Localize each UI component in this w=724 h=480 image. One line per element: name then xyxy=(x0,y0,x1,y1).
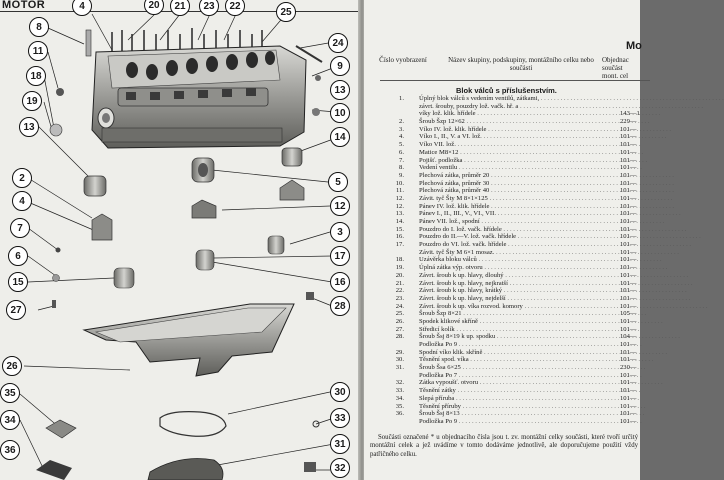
part-number: 101— xyxy=(620,356,637,364)
part-name: Pouzdro do II.—V. lož. vačk. hřídele . . . xyxy=(419,233,619,241)
callout: 4 xyxy=(12,191,32,211)
section-title: Blok válců s příslušenstvím. xyxy=(456,86,557,95)
part-name: Závrt. šroub k up. hlavy, krátký . . . xyxy=(419,287,619,295)
row-number: 33. xyxy=(395,387,404,395)
callout: 14 xyxy=(330,127,350,147)
table-row xyxy=(372,264,642,272)
part-name: Středicí kolík . . . xyxy=(419,326,619,334)
row-number: 3. xyxy=(399,125,404,133)
callout: 11 xyxy=(28,41,48,61)
part-name: závrt. šrouby, pouzdry lož. vačk. hř. a . . . xyxy=(419,103,619,111)
callout: 32 xyxy=(330,458,350,478)
table-row xyxy=(372,203,642,211)
part-name: Matice M8×12 . . . xyxy=(419,149,619,157)
part-number: 105— xyxy=(620,310,637,318)
row-number: 25. xyxy=(395,310,404,318)
table-row xyxy=(372,226,642,234)
table-row xyxy=(372,172,642,180)
right-page xyxy=(364,0,640,480)
table-row xyxy=(372,241,642,249)
part-name: Uzávěrka bloku válců . . . xyxy=(419,256,619,264)
table-row xyxy=(372,272,642,280)
part-name: Závrt. šroub k up. hlavy, dlouhý . . . xyxy=(419,272,619,280)
part-name: Šroub Šsa 6×25 . . . xyxy=(419,364,619,372)
callout: 7 xyxy=(10,218,30,238)
row-number: 19. xyxy=(395,264,404,272)
table-row xyxy=(372,349,642,357)
row-number: 16. xyxy=(395,233,404,241)
table-row xyxy=(372,218,642,226)
part-name: Vedení ventilu . . . xyxy=(419,164,619,172)
lower-parts xyxy=(36,412,319,480)
part-name: Těsnění spod. víka . . . xyxy=(419,356,619,364)
row-number: 24. xyxy=(395,302,404,310)
part-number: 101— xyxy=(620,171,637,179)
part-name: Podložka Po 9 . . . xyxy=(419,341,619,349)
callout: 36 xyxy=(0,440,20,460)
part-number: 101— xyxy=(620,271,637,279)
part-name: víky lož. klik. hřídele . . . xyxy=(419,110,619,118)
table-row xyxy=(372,180,642,188)
callout: 24 xyxy=(328,33,348,53)
part-number: 101— xyxy=(620,325,637,333)
part-number: 104— xyxy=(620,333,637,341)
part-name: Pouzdro do VI. lož. vačk. hřídele . . . xyxy=(419,241,619,249)
row-number: 10. xyxy=(395,179,404,187)
row-number: 7. xyxy=(399,156,404,164)
part-number: 101— xyxy=(620,194,637,202)
part-number: 101— xyxy=(620,341,637,348)
table-row xyxy=(372,110,642,118)
row-number: 23. xyxy=(395,294,404,302)
table-row xyxy=(372,103,642,111)
callout: 5 xyxy=(328,172,348,192)
table-row xyxy=(372,249,642,257)
part-name: Šroub Šzp 8×21 . . . xyxy=(419,310,619,318)
callout: 27 xyxy=(6,300,26,320)
part-number: 101— xyxy=(620,410,637,418)
part-name: Úplná zátka výp. otvoru . . . xyxy=(419,264,619,272)
row-number: 21. xyxy=(395,279,404,287)
row-number: 12. xyxy=(395,194,404,202)
left-page xyxy=(0,0,360,480)
part-number: 101— xyxy=(620,294,637,302)
part-number: 101— xyxy=(620,302,637,310)
callout: 17 xyxy=(330,246,350,266)
part-name: Šroub Šsj 8×13 . . . xyxy=(419,410,619,418)
table-row xyxy=(372,364,642,372)
row-number: 12. xyxy=(395,202,404,210)
row-number: 9. xyxy=(399,171,404,179)
row-number: 5. xyxy=(399,141,404,149)
part-number: 101— xyxy=(620,256,637,264)
table-row xyxy=(372,287,642,295)
part-name: Spodek klikové skříně . . . xyxy=(419,318,619,326)
row-number: 34. xyxy=(395,394,404,402)
row-number: 17. xyxy=(395,241,404,249)
callout: 28 xyxy=(330,296,350,316)
part-name: Těsnění zátky . . . xyxy=(419,387,619,395)
part-name: Zátka vypoušť. otvoru . . . xyxy=(419,379,619,387)
callout: 15 xyxy=(8,272,28,292)
part-name: Šroub Šzp 12×62 . . . xyxy=(419,118,619,126)
part-name: Pánev I., II., III., V., VI., VII. . . . xyxy=(419,210,619,218)
row-number: 4. xyxy=(399,133,404,141)
row-number: 30. xyxy=(395,356,404,364)
row-number: 28. xyxy=(395,333,404,341)
table-row xyxy=(372,280,642,288)
callout: 23 xyxy=(199,0,219,16)
table-row xyxy=(372,256,642,264)
part-number: 143—1 xyxy=(620,110,640,118)
table-row xyxy=(372,333,642,341)
part-name: Pojišť. podložka . . . xyxy=(419,157,619,165)
callout: 16 xyxy=(330,272,350,292)
callout: 8 xyxy=(29,17,49,37)
callout: 13 xyxy=(19,117,39,137)
part-name: Pánev VII. lož., spodní . . . xyxy=(419,218,619,226)
row-number: 2. xyxy=(399,118,404,126)
callout: 26 xyxy=(2,356,22,376)
row-number: 27. xyxy=(395,325,404,333)
part-number: 101— xyxy=(620,179,637,187)
row-number: 20. xyxy=(395,271,404,279)
table-row xyxy=(372,395,642,403)
callout: 21 xyxy=(170,0,190,16)
part-name: Závrt. šroub k up. hlavy, nejkratší . . . xyxy=(419,280,619,288)
table-row xyxy=(372,356,642,364)
part-name: Víko VII. lož. . . . xyxy=(419,141,619,149)
part-number: 101— xyxy=(620,402,637,410)
part-name: Závit. tyč Šty M 8×1×125 . . . xyxy=(419,195,619,203)
table-row xyxy=(372,318,642,326)
part-number: 101— xyxy=(620,371,637,379)
part-name: Podložka Po 9 . . . xyxy=(419,418,619,426)
part-name: Podložka Po 7 . . . xyxy=(419,372,619,380)
part-number: 101— xyxy=(620,348,637,356)
table-row xyxy=(372,379,642,387)
part-name: Slepá příruba . . . xyxy=(419,395,619,403)
part-number: 101— xyxy=(620,164,637,172)
callout: 33 xyxy=(330,408,350,428)
column-header-part-no: Objednac součást mont. cel xyxy=(602,56,629,80)
exploded-engine-diagram xyxy=(0,0,360,480)
part-number: 230— xyxy=(620,364,637,372)
part-number: 101— xyxy=(620,210,637,218)
row-number: 13. xyxy=(395,210,404,218)
callout: 4 xyxy=(72,0,92,16)
part-number: 101— xyxy=(620,156,637,164)
part-number: 101— xyxy=(620,241,637,249)
table-row xyxy=(372,210,642,218)
part-number: 101— xyxy=(620,279,637,287)
callout: 2 xyxy=(12,168,32,188)
part-name: Víko I., II., V. a VI. lož. . . . xyxy=(419,133,619,141)
callout: 25 xyxy=(276,2,296,22)
callout: 34 xyxy=(0,410,20,430)
table-row xyxy=(372,341,642,349)
part-name: Víko IV. lož. klik. hřídele . . . xyxy=(419,126,619,134)
footnote: Součásti označené * u objednacího čísla jsou t. zv. montážní celky součásti, které tvoří určitý montážní celek a jež uvádíme v tomto dodáváme jednotlivě, ale doporučujeme použití vždy patřičného celku. xyxy=(370,434,638,458)
part-number: 101— xyxy=(620,287,637,295)
table-row xyxy=(372,410,642,418)
row-number: 35. xyxy=(395,402,404,410)
oil-pan xyxy=(84,304,294,376)
part-name: Spodní víko klik. skříně . . . xyxy=(419,349,619,357)
part-number: 101— xyxy=(620,133,637,141)
part-name: Závit. tyč Šty M 6×1 mosaz. . . . xyxy=(419,249,619,257)
row-number: 36. xyxy=(395,410,404,418)
part-number: 229— xyxy=(620,118,637,126)
table-header-rule xyxy=(380,80,650,81)
table-row xyxy=(372,126,642,134)
part-number: 101— xyxy=(620,141,637,149)
column-header-number: Číslo vyobrazení xyxy=(379,56,427,64)
part-name: Závrt. šroub k up. hlavy, nejdelší . . . xyxy=(419,295,619,303)
part-number: 101— xyxy=(620,148,637,156)
part-name: Těsnění příruby . . . xyxy=(419,403,619,411)
part-number: 101— xyxy=(620,225,637,233)
callout: 12 xyxy=(330,196,350,216)
row-number: 15. xyxy=(395,225,404,233)
part-number: 101— xyxy=(620,379,637,387)
table-row xyxy=(372,133,642,141)
part-name: Úplný blok válců s vedením ventilů, zátkami, . . . xyxy=(419,95,619,103)
part-number: 101— xyxy=(620,317,637,325)
row-number: 31. xyxy=(395,364,404,372)
callout: 13 xyxy=(330,80,350,100)
row-number: 14. xyxy=(395,218,404,225)
callout: 30 xyxy=(330,382,350,402)
part-name: Plechová zátka, průměr 20 . . . xyxy=(419,172,619,180)
table-row xyxy=(372,233,642,241)
table-row xyxy=(372,418,642,426)
part-number: 101— xyxy=(620,394,637,402)
parts-table xyxy=(372,95,642,426)
part-number: 101— xyxy=(620,417,637,425)
callout: 3 xyxy=(330,222,350,242)
table-row xyxy=(372,295,642,303)
callout: 18 xyxy=(26,66,46,86)
part-name: Závrt. šroub k up. víka rozvod. komory . . . xyxy=(419,303,619,311)
table-row xyxy=(372,310,642,318)
part-number: 101— xyxy=(620,264,637,272)
callout: 6 xyxy=(8,246,28,266)
table-row xyxy=(372,149,642,157)
part-name: Plechová zátka, průměr 40 . . . xyxy=(419,187,619,195)
row-number: 32. xyxy=(395,379,404,387)
callout: 22 xyxy=(225,0,245,16)
part-number: 101— xyxy=(620,387,637,395)
table-row xyxy=(372,95,642,103)
part-number: 101— xyxy=(620,248,637,256)
callout: 9 xyxy=(330,56,350,76)
part-number: 101— xyxy=(620,125,637,133)
row-number: 18. xyxy=(395,256,404,264)
running-head-left: MOTOR xyxy=(2,0,46,11)
table-row xyxy=(372,372,642,380)
callout: 31 xyxy=(330,434,350,454)
table-row xyxy=(372,118,642,126)
engine-block xyxy=(92,46,306,148)
row-number: 29. xyxy=(395,348,404,356)
callout: 20 xyxy=(144,0,164,15)
table-row xyxy=(372,187,642,195)
column-header-name: Název skupiny, podskupiny, montážního celku nebo součásti xyxy=(448,56,594,72)
table-row xyxy=(372,164,642,172)
row-number: 6. xyxy=(399,148,404,156)
callout: 10 xyxy=(330,103,350,123)
part-number: 101— xyxy=(620,187,637,195)
row-number: 11. xyxy=(396,187,404,195)
row-number: 22. xyxy=(395,287,404,295)
row-number: 8. xyxy=(399,164,404,172)
callout: 19 xyxy=(22,91,42,111)
table-row xyxy=(372,141,642,149)
part-number: 101— xyxy=(620,218,637,225)
row-number: 1. xyxy=(399,95,404,102)
running-head-right: Mo xyxy=(626,40,642,52)
table-row xyxy=(372,157,642,165)
part-name: Šroub Šsj 8×19 k up. spodku . . . xyxy=(419,333,619,341)
row-number: 26. xyxy=(395,317,404,325)
table-row xyxy=(372,195,642,203)
part-name: Pouzdro do I. lož. vačk. hřídele . . . xyxy=(419,226,619,234)
part-number: 101— xyxy=(620,202,637,210)
callout: 35 xyxy=(0,383,20,403)
part-name: Pánev IV. lož. klik. hřídele . . . xyxy=(419,203,619,211)
table-row xyxy=(372,387,642,395)
part-name: Plechová zátka, průměr 30 . . . xyxy=(419,180,619,188)
part-number: 101— xyxy=(620,233,637,241)
